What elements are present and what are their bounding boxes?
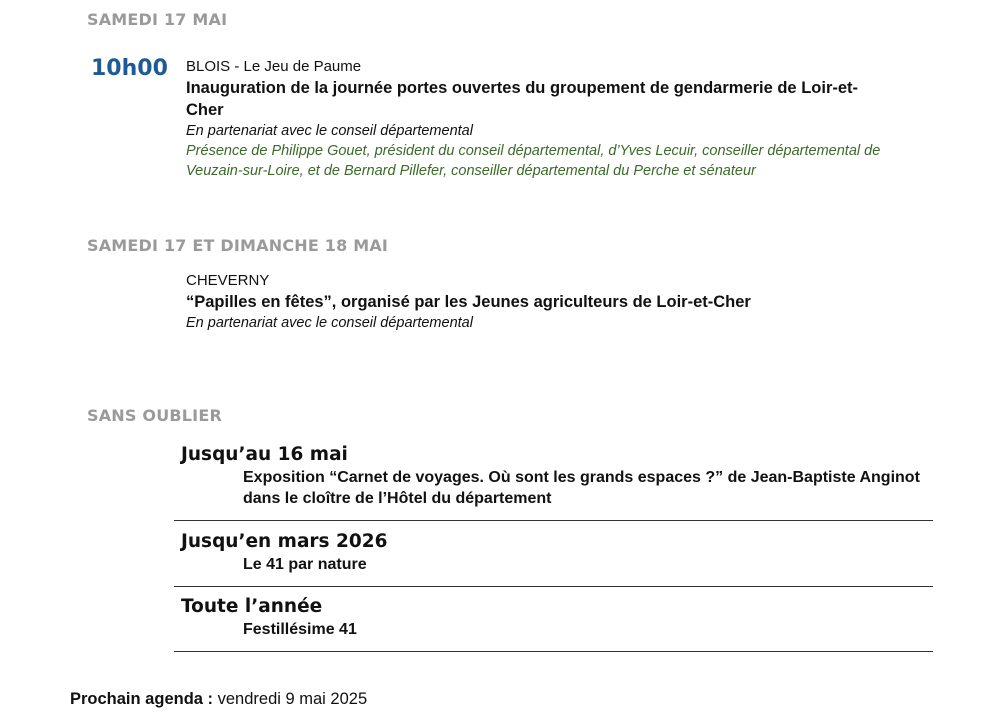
- sans-oublier-item: [174, 443, 933, 509]
- section-heading-samedi-17-mai: SAMEDI 17 MAI: [87, 10, 228, 29]
- section-heading-samedi-dimanche: SAMEDI 17 ET DIMANCHE 18 MAI: [87, 236, 389, 255]
- item-description: Le 41 par nature: [243, 556, 367, 573]
- event-partnership: En partenariat avec le conseil départemental: [186, 315, 473, 331]
- divider: [174, 520, 933, 521]
- sans-oublier-item: [174, 530, 933, 575]
- item-description: Festillésime 41: [243, 621, 357, 638]
- event-location: BLOIS - Le Jeu de Paume: [186, 58, 362, 75]
- next-agenda-label: Prochain agenda :: [70, 690, 214, 708]
- next-agenda: [70, 690, 367, 709]
- event-partnership: En partenariat avec le conseil départemental: [186, 123, 473, 139]
- event-title: “Papilles en fêtes”, organisé par les Jeunes agriculteurs de Loir-et-Cher: [186, 293, 751, 311]
- sans-oublier-item: [174, 595, 933, 640]
- item-period: Toute l’année: [181, 596, 323, 617]
- item-period: Jusqu’en mars 2026: [181, 531, 388, 552]
- event-title: Inauguration de la journée portes ouvertes du groupement de gendarmerie de Loir-et-Cher: [186, 79, 859, 119]
- event-presence: Présence de Philippe Gouet, président du conseil départemental, d’Yves Lecuir, conseiller départemental de Veuzain-sur-Loire, et de Bernard Pillefer, conseiller départemental du Perche et sénateur: [186, 143, 881, 179]
- divider: [174, 586, 933, 587]
- event-location: CHEVERNY: [186, 272, 270, 289]
- event-blois-gendarmerie: [186, 57, 886, 181]
- section-heading-sans-oublier: SANS OUBLIER: [87, 406, 222, 425]
- event-time: 10h00: [91, 56, 168, 81]
- divider: [174, 651, 933, 652]
- event-cheverny-papilles: [186, 271, 886, 333]
- item-period: Jusqu’au 16 mai: [181, 444, 348, 465]
- next-agenda-date: vendredi 9 mai 2025: [217, 690, 368, 708]
- item-description: Exposition “Carnet de voyages. Où sont les grands espaces ?” de Jean-Baptiste Anginot dans le cloître de l’Hôtel du département: [243, 469, 920, 507]
